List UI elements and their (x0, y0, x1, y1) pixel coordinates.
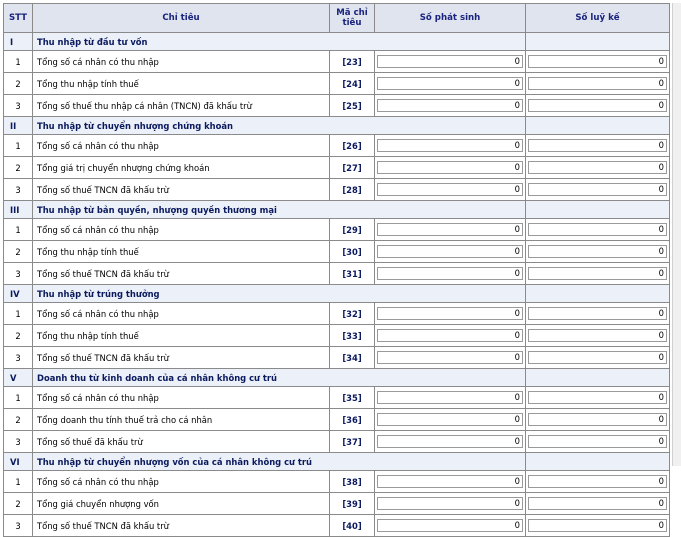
row-label: Tổng thu nhập tính thuế (33, 325, 330, 347)
row-stt: 1 (4, 135, 33, 157)
row-code: [39] (330, 493, 375, 515)
section-header-row (4, 201, 670, 219)
phat-sinh-cell (375, 347, 526, 369)
luy-ke-cell (526, 515, 670, 537)
row-code: [33] (330, 325, 375, 347)
so-luy-ke-input[interactable]: 0 (528, 183, 667, 196)
vertical-scrollbar[interactable] (672, 3, 681, 466)
table-row (4, 263, 670, 285)
table-row (4, 241, 670, 263)
so-luy-ke-input[interactable]: 0 (528, 413, 667, 426)
luy-ke-cell (526, 157, 670, 179)
section-empty-cell (526, 285, 670, 303)
luy-ke-cell (526, 241, 670, 263)
so-luy-ke-input[interactable]: 0 (528, 99, 667, 112)
row-label: Tổng doanh thu tính thuế trả cho cá nhân (33, 409, 330, 431)
section-title: Thu nhập từ chuyển nhượng vốn của cá nhân không cư trú (33, 453, 526, 471)
so-luy-ke-input[interactable]: 0 (528, 139, 667, 152)
phat-sinh-cell (375, 219, 526, 241)
so-luy-ke-input[interactable]: 0 (528, 245, 667, 258)
row-code: [30] (330, 241, 375, 263)
section-header-row (4, 285, 670, 303)
header-so-phat-sinh: Số phát sinh (375, 4, 526, 33)
luy-ke-cell (526, 431, 670, 453)
header-chi-tieu: Chỉ tiêu (33, 4, 330, 33)
table-row (4, 303, 670, 325)
table-body (4, 33, 670, 537)
luy-ke-cell (526, 179, 670, 201)
phat-sinh-cell (375, 409, 526, 431)
tax-indicator-table (3, 3, 670, 537)
so-phat-sinh-input[interactable]: 0 (377, 245, 523, 258)
phat-sinh-cell (375, 263, 526, 285)
so-phat-sinh-input[interactable]: 0 (377, 307, 523, 320)
so-phat-sinh-input[interactable]: 0 (377, 161, 523, 174)
luy-ke-cell (526, 51, 670, 73)
header-so-luy-ke: Số luỹ kế (526, 4, 670, 33)
header-stt: STT (4, 4, 33, 33)
section-title: Thu nhập từ bản quyền, nhượng quyền thương mại (33, 201, 526, 219)
row-label: Tổng giá trị chuyển nhượng chứng khoán (33, 157, 330, 179)
row-code: [25] (330, 95, 375, 117)
section-header-row (4, 453, 670, 471)
row-code: [24] (330, 73, 375, 95)
row-stt: 1 (4, 51, 33, 73)
table-row (4, 471, 670, 493)
so-phat-sinh-input[interactable]: 0 (377, 55, 523, 68)
row-stt: 2 (4, 325, 33, 347)
luy-ke-cell (526, 471, 670, 493)
row-label: Tổng số cá nhân có thu nhập (33, 471, 330, 493)
table-row (4, 431, 670, 453)
row-label: Tổng số thuế TNCN đã khấu trừ (33, 347, 330, 369)
phat-sinh-cell (375, 387, 526, 409)
so-luy-ke-input[interactable]: 0 (528, 351, 667, 364)
table-row (4, 51, 670, 73)
section-title: Doanh thu từ kinh doanh của cá nhân không cư trú (33, 369, 526, 387)
section-roman-numeral: I (4, 33, 33, 51)
row-code: [29] (330, 219, 375, 241)
row-code: [31] (330, 263, 375, 285)
so-luy-ke-input[interactable]: 0 (528, 435, 667, 448)
row-code: [37] (330, 431, 375, 453)
row-code: [32] (330, 303, 375, 325)
row-label: Tổng số cá nhân có thu nhập (33, 51, 330, 73)
section-title: Thu nhập từ trúng thưởng (33, 285, 526, 303)
table-row (4, 135, 670, 157)
row-stt: 3 (4, 95, 33, 117)
luy-ke-cell (526, 493, 670, 515)
row-label: Tổng thu nhập tính thuế (33, 73, 330, 95)
table-row (4, 179, 670, 201)
phat-sinh-cell (375, 325, 526, 347)
table-row (4, 157, 670, 179)
row-code: [28] (330, 179, 375, 201)
section-roman-numeral: VI (4, 453, 33, 471)
so-phat-sinh-input[interactable]: 0 (377, 183, 523, 196)
luy-ke-cell (526, 387, 670, 409)
row-stt: 3 (4, 179, 33, 201)
luy-ke-cell (526, 135, 670, 157)
phat-sinh-cell (375, 493, 526, 515)
row-code: [35] (330, 387, 375, 409)
row-stt: 3 (4, 347, 33, 369)
row-code: [40] (330, 515, 375, 537)
row-code: [38] (330, 471, 375, 493)
phat-sinh-cell (375, 157, 526, 179)
so-phat-sinh-input[interactable]: 0 (377, 223, 523, 236)
so-luy-ke-input[interactable]: 0 (528, 161, 667, 174)
luy-ke-cell (526, 263, 670, 285)
section-empty-cell (526, 369, 670, 387)
section-empty-cell (526, 201, 670, 219)
row-stt: 1 (4, 471, 33, 493)
row-stt: 3 (4, 431, 33, 453)
section-header-row (4, 117, 670, 135)
so-luy-ke-input[interactable]: 0 (528, 391, 667, 404)
row-code: [34] (330, 347, 375, 369)
section-empty-cell (526, 117, 670, 135)
so-luy-ke-input[interactable]: 0 (528, 329, 667, 342)
row-code: [27] (330, 157, 375, 179)
table-header-row (4, 4, 670, 33)
table-row (4, 515, 670, 537)
row-code: [23] (330, 51, 375, 73)
so-phat-sinh-input[interactable]: 0 (377, 497, 523, 510)
section-header-row (4, 369, 670, 387)
table-row (4, 325, 670, 347)
section-empty-cell (526, 33, 670, 51)
luy-ke-cell (526, 219, 670, 241)
luy-ke-cell (526, 303, 670, 325)
row-stt: 1 (4, 387, 33, 409)
row-label: Tổng số thuế thu nhập cá nhân (TNCN) đã khấu trừ (33, 95, 330, 117)
phat-sinh-cell (375, 73, 526, 95)
so-luy-ke-input[interactable]: 0 (528, 223, 667, 236)
row-label: Tổng thu nhập tính thuế (33, 241, 330, 263)
so-luy-ke-input[interactable]: 0 (528, 77, 667, 90)
section-roman-numeral: V (4, 369, 33, 387)
table-row (4, 387, 670, 409)
so-phat-sinh-input[interactable]: 0 (377, 391, 523, 404)
so-phat-sinh-input[interactable]: 0 (377, 475, 523, 488)
row-label: Tổng số thuế TNCN đã khấu trừ (33, 179, 330, 201)
section-title: Thu nhập từ đầu tư vốn (33, 33, 526, 51)
header-ma-chi-tieu: Mã chỉ tiêu (330, 4, 375, 33)
luy-ke-cell (526, 73, 670, 95)
so-luy-ke-input[interactable]: 0 (528, 519, 667, 532)
table-row (4, 347, 670, 369)
so-luy-ke-input[interactable]: 0 (528, 55, 667, 68)
table-row (4, 219, 670, 241)
luy-ke-cell (526, 347, 670, 369)
row-label: Tổng số thuế TNCN đã khấu trừ (33, 515, 330, 537)
so-phat-sinh-input[interactable]: 0 (377, 267, 523, 280)
phat-sinh-cell (375, 51, 526, 73)
so-luy-ke-input[interactable]: 0 (528, 497, 667, 510)
phat-sinh-cell (375, 179, 526, 201)
row-label: Tổng giá chuyển nhượng vốn (33, 493, 330, 515)
phat-sinh-cell (375, 431, 526, 453)
so-luy-ke-input[interactable]: 0 (528, 267, 667, 280)
section-empty-cell (526, 453, 670, 471)
so-phat-sinh-input[interactable]: 0 (377, 329, 523, 342)
row-label: Tổng số cá nhân có thu nhập (33, 387, 330, 409)
row-label: Tổng số thuế đã khấu trừ (33, 431, 330, 453)
row-stt: 3 (4, 515, 33, 537)
so-phat-sinh-input[interactable]: 0 (377, 77, 523, 90)
section-title: Thu nhập từ chuyển nhượng chứng khoán (33, 117, 526, 135)
so-luy-ke-input[interactable]: 0 (528, 307, 667, 320)
section-roman-numeral: III (4, 201, 33, 219)
row-stt: 2 (4, 73, 33, 95)
row-label: Tổng số cá nhân có thu nhập (33, 303, 330, 325)
row-label: Tổng số cá nhân có thu nhập (33, 219, 330, 241)
phat-sinh-cell (375, 241, 526, 263)
row-stt: 2 (4, 409, 33, 431)
row-stt: 2 (4, 493, 33, 515)
table-row (4, 493, 670, 515)
luy-ke-cell (526, 409, 670, 431)
so-luy-ke-input[interactable]: 0 (528, 475, 667, 488)
so-phat-sinh-input[interactable]: 0 (377, 413, 523, 426)
so-phat-sinh-input[interactable]: 0 (377, 519, 523, 532)
row-stt: 3 (4, 263, 33, 285)
row-label: Tổng số thuế TNCN đã khấu trừ (33, 263, 330, 285)
so-phat-sinh-input[interactable]: 0 (377, 139, 523, 152)
phat-sinh-cell (375, 135, 526, 157)
table-row (4, 409, 670, 431)
phat-sinh-cell (375, 515, 526, 537)
luy-ke-cell (526, 95, 670, 117)
row-code: [26] (330, 135, 375, 157)
row-stt: 2 (4, 157, 33, 179)
row-code: [36] (330, 409, 375, 431)
phat-sinh-cell (375, 471, 526, 493)
section-roman-numeral: II (4, 117, 33, 135)
section-roman-numeral: IV (4, 285, 33, 303)
table-row (4, 73, 670, 95)
phat-sinh-cell (375, 303, 526, 325)
row-label: Tổng số cá nhân có thu nhập (33, 135, 330, 157)
table-row (4, 95, 670, 117)
so-phat-sinh-input[interactable]: 0 (377, 351, 523, 364)
so-phat-sinh-input[interactable]: 0 (377, 435, 523, 448)
section-header-row (4, 33, 670, 51)
tax-declaration-form (3, 3, 669, 537)
so-phat-sinh-input[interactable]: 0 (377, 99, 523, 112)
row-stt: 1 (4, 303, 33, 325)
row-stt: 1 (4, 219, 33, 241)
phat-sinh-cell (375, 95, 526, 117)
row-stt: 2 (4, 241, 33, 263)
luy-ke-cell (526, 325, 670, 347)
